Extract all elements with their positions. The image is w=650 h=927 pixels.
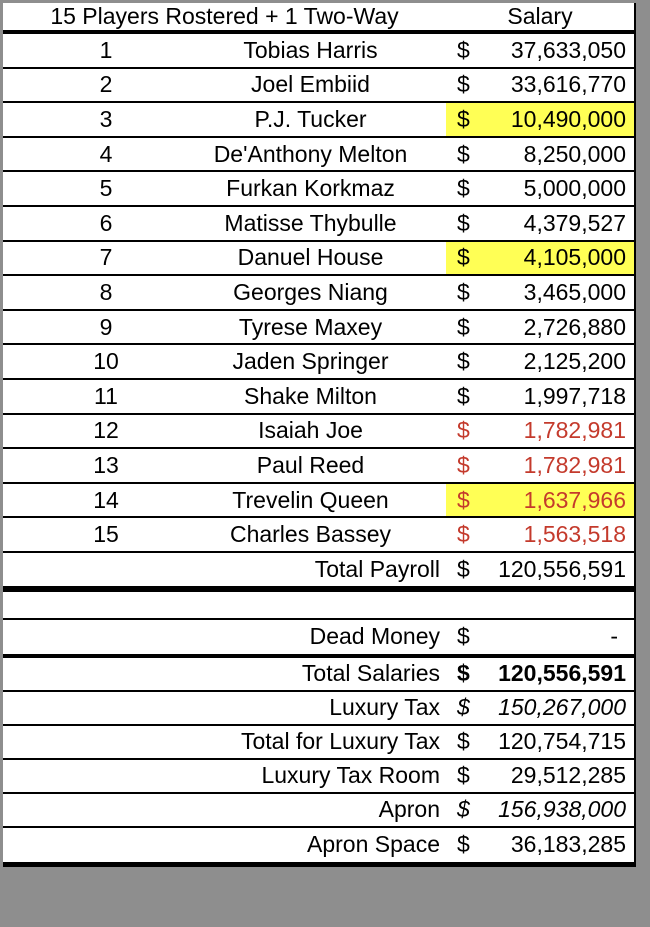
currency-symbol: $	[457, 382, 470, 409]
row-number[interactable]: 12	[93, 417, 119, 444]
player-salary-amount: 33,616,770	[510, 71, 626, 98]
row-number[interactable]: 7	[99, 244, 113, 271]
player-name[interactable]: P.J. Tucker	[254, 105, 367, 132]
player-salary-salary-cell[interactable]	[446, 172, 634, 205]
player-name[interactable]: Shake Milton	[244, 382, 377, 409]
summary-amount: 120,556,591	[498, 660, 626, 686]
player-row	[3, 345, 634, 380]
player-salary-salary-cell[interactable]	[446, 484, 634, 517]
summary-row	[3, 726, 634, 760]
player-row	[3, 449, 634, 484]
player-salary-salary-cell[interactable]	[446, 207, 634, 240]
player-row	[3, 34, 634, 69]
summary-amount: 36,183,285	[510, 831, 626, 857]
spacer-salary-cell[interactable]	[446, 592, 634, 618]
row-number[interactable]: 6	[99, 209, 113, 236]
player-name[interactable]: Charles Bassey	[229, 521, 392, 548]
player-row	[3, 207, 634, 242]
dead-money-amount: -	[610, 623, 618, 649]
row-number[interactable]: 3	[99, 105, 113, 132]
currency-symbol: $	[457, 831, 470, 857]
summary-row	[3, 692, 634, 726]
player-salary-amount: 37,633,050	[510, 36, 626, 63]
row-number[interactable]: 14	[93, 486, 119, 513]
summary-amount: 120,754,715	[498, 728, 626, 754]
currency-symbol: $	[457, 555, 470, 582]
dead-money-value-cell[interactable]	[446, 620, 634, 654]
table-header-row	[3, 3, 634, 34]
player-row	[3, 103, 634, 138]
player-row	[3, 276, 634, 311]
total-payroll-row	[3, 553, 634, 588]
currency-symbol: $	[457, 313, 470, 340]
summary-label[interactable]: Apron Space	[307, 831, 440, 857]
player-rows-section	[3, 34, 634, 588]
player-salary-amount: 1,997,718	[523, 382, 626, 409]
player-salary-salary-cell[interactable]	[446, 311, 634, 344]
player-name[interactable]: Tobias Harris	[243, 36, 378, 63]
currency-symbol: $	[457, 486, 470, 513]
spacer-row	[3, 592, 634, 620]
player-name[interactable]: Tyrese Maxey	[238, 313, 383, 340]
player-salary-amount: 8,250,000	[523, 140, 626, 167]
player-row	[3, 484, 634, 519]
player-name[interactable]: Trevelin Queen	[232, 486, 389, 513]
player-salary-salary-cell[interactable]	[446, 103, 634, 136]
total-payroll-label[interactable]: Total Payroll	[314, 555, 440, 582]
summary-salary-cell[interactable]	[446, 828, 634, 862]
row-number[interactable]: 9	[99, 313, 113, 340]
player-row	[3, 242, 634, 277]
header-roster-title: 15 Players Rostered + 1 Two-Way	[50, 3, 399, 29]
total-payroll-amount: 120,556,591	[498, 555, 626, 582]
player-salary-amount: 4,105,000	[523, 244, 626, 271]
summary-row	[3, 794, 634, 828]
currency-symbol: $	[457, 623, 470, 649]
summary-label[interactable]: Total Salaries	[301, 660, 440, 686]
summary-salary-cell[interactable]	[446, 658, 634, 690]
player-name[interactable]: Paul Reed	[256, 451, 365, 478]
player-row	[3, 138, 634, 173]
player-name[interactable]: Matisse Thybulle	[224, 209, 397, 236]
player-name[interactable]: Furkan Korkmaz	[226, 175, 395, 202]
player-name[interactable]: Georges Niang	[233, 278, 388, 305]
player-salary-amount: 1,782,981	[523, 417, 626, 444]
player-row	[3, 518, 634, 553]
summary-salary-cell[interactable]	[446, 760, 634, 792]
player-name[interactable]: De'Anthony Melton	[213, 140, 408, 167]
player-salary-salary-cell[interactable]	[446, 449, 634, 482]
row-number[interactable]: 11	[94, 382, 118, 409]
player-salary-amount: 1,563,518	[523, 521, 626, 548]
player-salary-salary-cell[interactable]	[446, 34, 634, 67]
player-salary-salary-cell[interactable]	[446, 138, 634, 171]
dead-money-row	[3, 620, 634, 654]
summary-row	[3, 658, 634, 692]
row-number[interactable]: 1	[99, 36, 113, 63]
player-salary-amount: 3,465,000	[523, 278, 626, 305]
player-row	[3, 311, 634, 346]
row-number[interactable]: 15	[93, 521, 119, 548]
header-salary-label: Salary	[507, 3, 573, 29]
player-row	[3, 172, 634, 207]
row-number[interactable]: 4	[99, 140, 113, 167]
currency-symbol: $	[457, 209, 470, 236]
player-salary-salary-cell[interactable]	[446, 415, 634, 448]
currency-symbol: $	[457, 451, 470, 478]
row-number[interactable]: 10	[93, 348, 119, 375]
currency-symbol: $	[457, 694, 470, 720]
currency-symbol: $	[457, 521, 470, 548]
dead-money-label[interactable]: Dead Money	[309, 623, 440, 649]
player-salary-salary-cell[interactable]	[446, 276, 634, 309]
summary-salary-cell[interactable]	[446, 794, 634, 826]
currency-symbol: $	[457, 105, 470, 132]
player-salary-salary-cell[interactable]	[446, 242, 634, 275]
player-salary-amount: 2,726,880	[523, 313, 626, 340]
summary-amount: 150,267,000	[498, 694, 626, 720]
currency-symbol: $	[457, 278, 470, 305]
row-number[interactable]: 2	[99, 71, 113, 98]
player-name[interactable]: Isaiah Joe	[258, 417, 363, 444]
summary-label[interactable]: Total for Luxury Tax	[240, 728, 440, 754]
player-salary-amount: 10,490,000	[510, 105, 626, 132]
summary-row	[3, 760, 634, 794]
salary-cap-table	[3, 3, 636, 867]
summary-rows-section	[3, 658, 634, 862]
currency-symbol: $	[457, 71, 470, 98]
currency-symbol: $	[457, 36, 470, 63]
currency-symbol: $	[457, 140, 470, 167]
player-name[interactable]: Joel Embiid	[251, 71, 370, 98]
player-row	[3, 415, 634, 450]
row-number[interactable]: 13	[93, 451, 119, 478]
summary-label[interactable]: Apron	[378, 796, 440, 822]
currency-symbol: $	[457, 796, 470, 822]
summary-salary-cell[interactable]	[446, 726, 634, 758]
row-number[interactable]: 5	[99, 175, 113, 202]
total-payroll-salary-cell[interactable]	[446, 553, 634, 586]
player-row	[3, 69, 634, 104]
player-salary-salary-cell[interactable]	[446, 380, 634, 413]
player-salary-salary-cell[interactable]	[446, 69, 634, 102]
summary-salary-cell[interactable]	[446, 692, 634, 724]
currency-symbol: $	[457, 175, 470, 202]
player-salary-salary-cell[interactable]	[446, 518, 634, 551]
spacer-cell[interactable]	[3, 592, 446, 618]
currency-symbol: $	[457, 762, 470, 788]
player-salary-amount: 1,637,966	[523, 486, 626, 513]
player-salary-amount: 4,379,527	[523, 209, 626, 236]
player-salary-amount: 5,000,000	[523, 175, 626, 202]
player-salary-salary-cell[interactable]	[446, 345, 634, 378]
summary-label[interactable]: Luxury Tax	[329, 694, 440, 720]
summary-row	[3, 828, 634, 862]
player-name[interactable]: Danuel House	[237, 244, 384, 271]
summary-amount: 29,512,285	[510, 762, 626, 788]
summary-label[interactable]: Luxury Tax Room	[261, 762, 440, 788]
player-name[interactable]: Jaden Springer	[232, 348, 389, 375]
currency-symbol: $	[457, 660, 470, 686]
currency-symbol: $	[457, 417, 470, 444]
summary-amount: 156,938,000	[498, 796, 626, 822]
currency-symbol: $	[457, 728, 470, 754]
currency-symbol: $	[457, 244, 470, 271]
player-row	[3, 380, 634, 415]
player-salary-amount: 2,125,200	[523, 348, 626, 375]
player-salary-amount: 1,782,981	[523, 451, 626, 478]
currency-symbol: $	[457, 348, 470, 375]
row-number[interactable]: 8	[99, 278, 113, 305]
